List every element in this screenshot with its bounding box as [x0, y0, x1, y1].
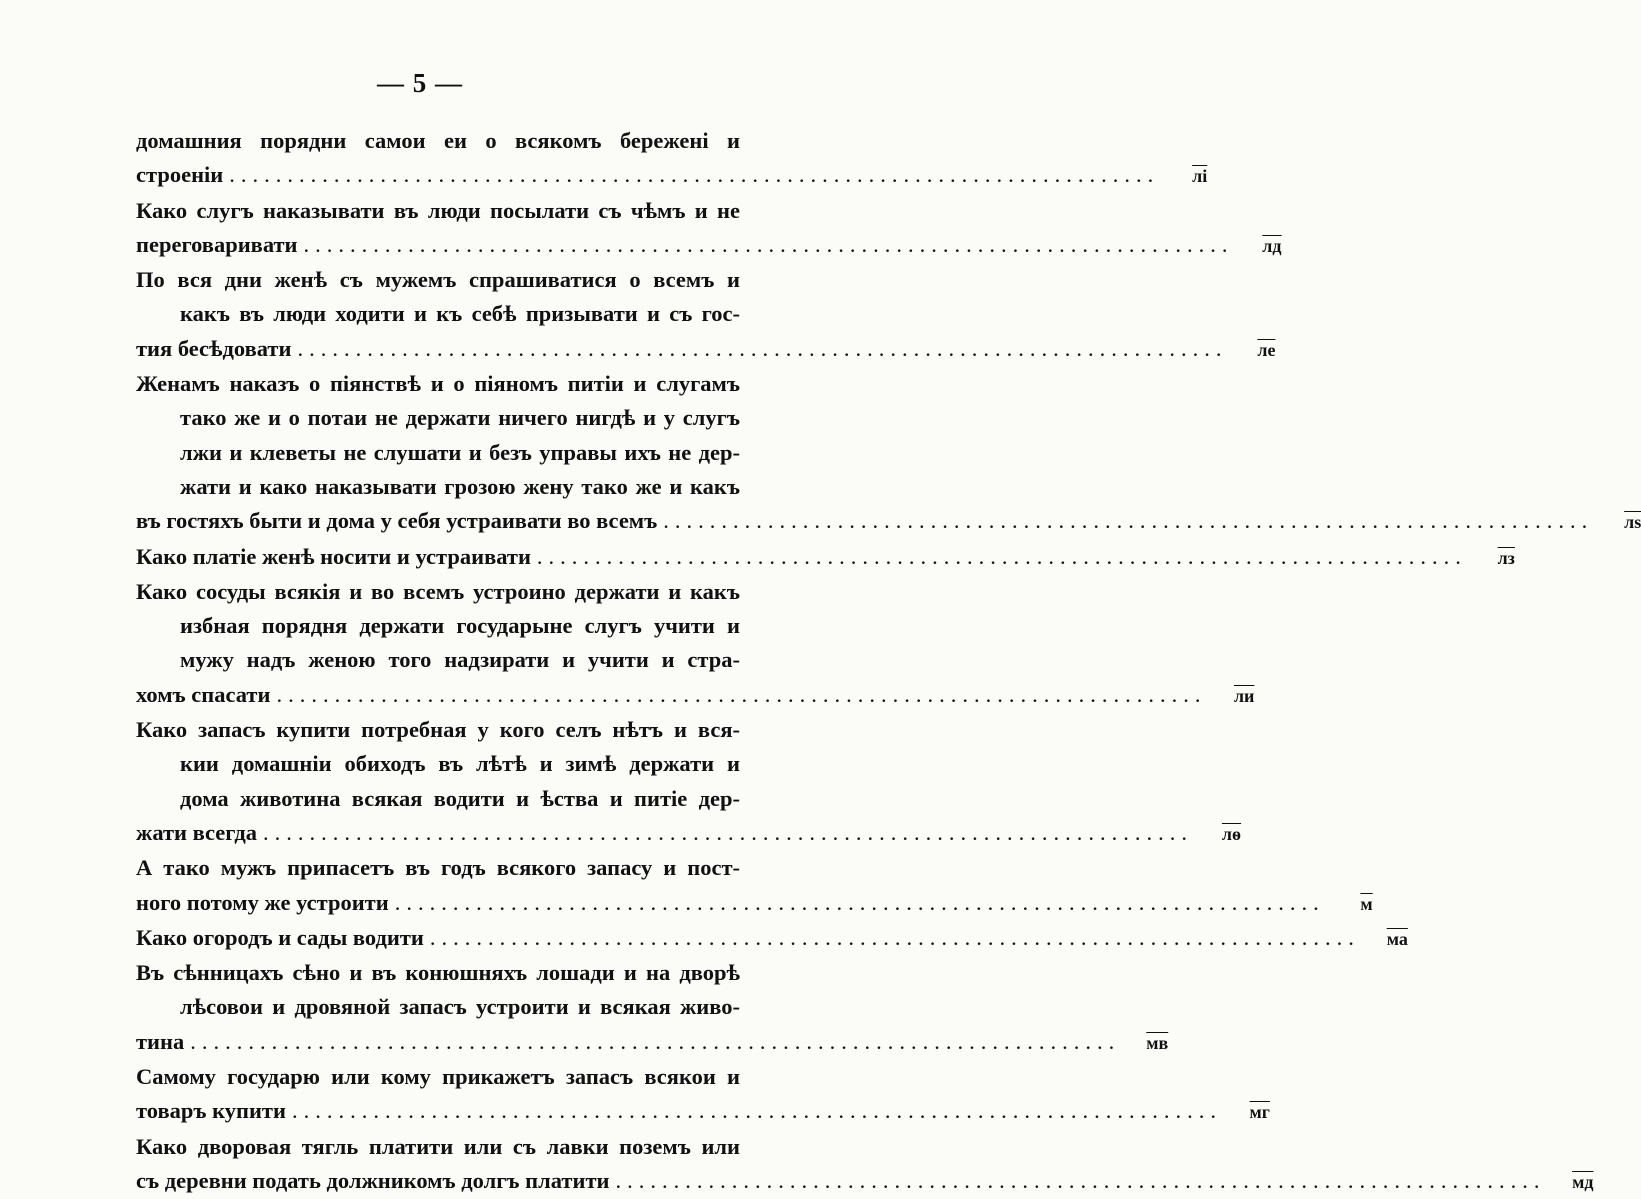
toc-entry	[136, 713, 1242, 851]
page-reference	[1206, 679, 1254, 713]
toc-entry-last-line	[136, 1164, 1594, 1199]
table-of-contents	[136, 124, 1641, 1199]
toc-entry	[136, 1130, 1594, 1199]
toc-entry-line: По вся дни женѣ съ мужемъ спрашиватися о всемъ и	[136, 267, 740, 293]
toc-entry-line: тако же и о потаи не держати ничего нигдѣ и у слугъ	[180, 405, 740, 431]
dot-leader: ................................................................................	[190, 1028, 1121, 1054]
dot-leader: ................................................................................	[229, 162, 1160, 188]
page-reference	[1467, 541, 1515, 575]
toc-entry-last-line	[136, 678, 1255, 713]
dot-leader: ................................................................................	[291, 1098, 1222, 1124]
toc-entry	[136, 1060, 1270, 1130]
page-reference	[1222, 1095, 1270, 1129]
page-reference	[1545, 1165, 1593, 1199]
toc-entry	[136, 540, 1515, 575]
toc-entry-last-line	[136, 158, 1208, 193]
toc-entry	[136, 263, 1276, 367]
toc-entry-title-end: товаръ купити	[136, 1098, 286, 1124]
page-reference	[1360, 922, 1408, 956]
toc-entry-title-end: строеніи	[136, 162, 224, 188]
toc-entry-last-line	[136, 1025, 1169, 1060]
toc-entry-line: Самому государю или кому прикажетъ запасъ всякои и	[136, 1064, 740, 1090]
toc-entry-line: Женамъ наказъ о піянствѣ и о піяномъ питіи и слугамъ	[136, 371, 740, 397]
dot-leader: ................................................................................	[297, 335, 1228, 361]
toc-entry-title-end: ного потому же устроити	[136, 889, 389, 915]
toc-entry-last-line	[136, 921, 1408, 956]
toc-entry-last-line	[136, 886, 1373, 921]
dot-leader: ................................................................................	[263, 819, 1194, 845]
page-reference-numeral: ле	[1257, 339, 1276, 360]
page-reference-numeral: мв	[1146, 1032, 1169, 1053]
toc-entry-title-end: въ гостяхъ быти и дома у себя устраивати во всемъ	[136, 508, 658, 534]
toc-entry	[136, 194, 1282, 264]
page-reference-numeral: мд	[1572, 1171, 1594, 1192]
toc-entry-last-line	[136, 540, 1515, 575]
page-reference-numeral: м	[1360, 893, 1373, 914]
dot-leader: ................................................................................	[394, 889, 1325, 915]
page-reference	[1159, 159, 1207, 193]
toc-entry-line: дома животина всякая водити и ѣства и питіе дер-	[180, 785, 740, 811]
dot-leader: ................................................................................	[276, 681, 1207, 707]
toc-entry-last-line	[136, 504, 1641, 539]
dot-leader: ................................................................................	[303, 231, 1234, 257]
toc-entry-title-end: тина	[136, 1028, 185, 1054]
page-reference-numeral: лз	[1497, 547, 1515, 568]
page-reference	[1227, 333, 1275, 367]
page-reference-numeral: мг	[1249, 1102, 1270, 1123]
toc-entry-line: лжи и клеветы не слушати и безъ управы ихъ не дер-	[180, 439, 740, 465]
toc-entry-line: какъ въ люди ходити и къ себѣ призывати и съ гос-	[180, 301, 740, 327]
toc-entry-line: жати и како наказывати грозою жену тако же и какъ	[180, 473, 740, 499]
page-reference-numeral: ли	[1233, 685, 1255, 706]
toc-entry-title-end: хомъ спасати	[136, 681, 271, 707]
toc-entry-line: домашния порядни самои еи о всякомъ бережені и	[136, 128, 740, 153]
toc-entry-line: А тако мужъ припасетъ въ годъ всякого запасу и пост-	[136, 855, 740, 881]
toc-entry-line: Како запасъ купити потребная у кого селъ нѣтъ и вся-	[136, 717, 740, 743]
toc-entry-title-end: переговаривати	[136, 231, 298, 257]
toc-entry	[136, 124, 1208, 194]
page-reference	[1593, 505, 1641, 539]
toc-entry-last-line	[136, 228, 1282, 263]
dot-leader: ................................................................................	[429, 924, 1360, 950]
toc-entry-line: мужу надъ женою того надзирати и учити и стра-	[180, 647, 740, 673]
page-reference	[1193, 817, 1241, 851]
toc-entry-last-line	[136, 816, 1242, 851]
toc-entry-last-line	[136, 332, 1276, 367]
toc-entry-title-end: тия бесѣдовати	[136, 335, 292, 361]
toc-entry-line: Како слугъ наказывати въ люди посылати съ чѣмъ и не	[136, 197, 740, 223]
dot-leader: ................................................................................	[663, 508, 1594, 534]
toc-entry-line: избная порядня держати государыне слугъ учити и	[180, 613, 740, 639]
toc-entry	[136, 921, 1408, 956]
toc-entry	[136, 956, 1169, 1060]
toc-entry-line: Како дворовая тягль платити или съ лавки поземъ или	[136, 1133, 740, 1159]
page-reference-numeral: лѕ	[1624, 512, 1641, 533]
toc-entry-line: лѣсовои и дровяной запасъ устроити и всякая живо-	[180, 994, 740, 1020]
toc-entry	[136, 575, 1255, 713]
toc-entry	[136, 367, 1641, 539]
page-reference-numeral: лд	[1262, 235, 1282, 256]
page-reference	[1325, 887, 1373, 921]
page-reference-numeral: лі	[1192, 166, 1208, 187]
toc-entry	[136, 851, 1373, 921]
page-reference-numeral: лѳ	[1221, 823, 1242, 844]
toc-entry-line: Въ сѣнницахъ сѣно и въ конюшняхъ лошади и на дворѣ	[136, 960, 740, 986]
toc-entry-last-line	[136, 1094, 1270, 1129]
page-reference	[1120, 1026, 1168, 1060]
toc-entry-line: Како сосуды всякія и во всемъ устроино держати и какъ	[136, 578, 740, 604]
toc-entry-title-end: Како платіе женѣ носити и устраивати	[136, 543, 531, 569]
toc-entry-title-end: Како огородъ и сады водити	[136, 924, 424, 950]
dot-leader: ................................................................................	[615, 1167, 1546, 1193]
page-reference	[1234, 229, 1282, 263]
toc-entry-line: кии домашніи обиходъ въ лѣтѣ и зимѣ держати и	[180, 751, 740, 777]
page-number: — 5 —	[377, 68, 463, 98]
toc-entry-title-end: съ деревни подать должникомъ долгъ платити	[136, 1167, 610, 1193]
page-reference-numeral: ма	[1386, 928, 1408, 949]
dot-leader: ................................................................................	[536, 543, 1467, 569]
toc-entry-title-end: жати всегда	[136, 819, 258, 845]
